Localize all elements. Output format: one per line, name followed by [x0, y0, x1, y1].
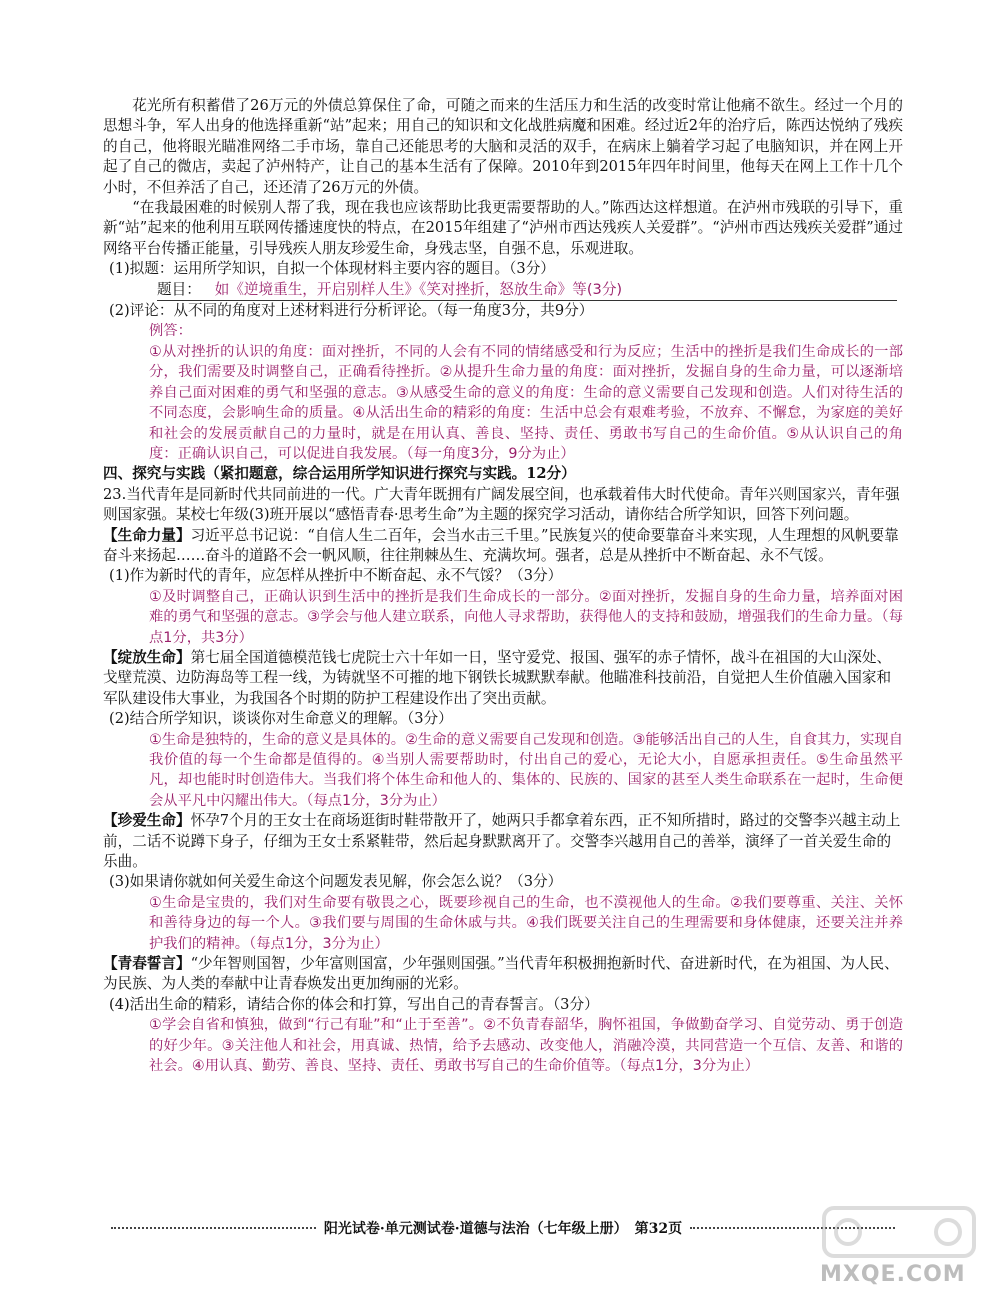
footer-text: 阳光试卷·单元测试卷·道德与法治（七年级上册） 第32页 — [323, 1221, 683, 1237]
topic-answer-line — [157, 280, 897, 301]
material-paragraph-2: “在我最困难的时候别人帮了我，现在我也应该帮助比我更需要帮助的人。”陈西达这样想道。在泸州市残联的引导下，重新“站”起来的他利用互联网传播速度快的特点，在2015年组建了“泸州市西达残疾人关爱群”。“泸州市西达残疾关爱群”通过网络平台传播正能量，引导残疾人朋友珍爱生命，身残志坚，自强不息，乐观进取。 — [103, 199, 903, 257]
footer-dots-left — [111, 1227, 316, 1229]
block-cherish-life-tag: 【珍爱生命】 — [103, 812, 191, 830]
example-label: 例答： — [149, 323, 192, 340]
question-23-4-answer: ①学会自省和慎独，做到“行己有耻”和“止于至善”。②不负青春韶华，胸怀祖国，争做勤奋学习、自觉劳动、勇于创造的好少年。③关注他人和社会，用真诚、热情，给予去感动、改变他人，消融冷漠，共同营造一个互信、友善、和谐的社会。④用认真、勤劳、善良、坚持、责任、勇敢书写自己的生命价值等。（每点1分，3分为止） — [149, 1017, 903, 1075]
block-cherish-life-text: 怀孕7个月的王女士在商场逛街时鞋带散开了，她两只手都拿着东西，正不知所措时，路过的交警李兴越主动上前，二话不说蹲下身子，仔细为王女士系紧鞋带，然后起身默默离开了。交警李兴越用自己的善举，演绎了一首关爱生命的乐曲。 — [103, 812, 901, 871]
question-23-intro: 23.当代青年是同新时代共同前进的一代。广大青年既拥有广阔发展空间，也承载着伟大时代使命。青年兴则国家兴，青年强则国家强。某校七年级(3)班开展以“感悟青春·思考生命”为主题的探究学习活动，请你结合所学知识，回答下列问题。 — [103, 485, 900, 524]
block-life-power-tag: 【生命力量】 — [103, 526, 191, 544]
block-bloom-life-text: 第七届全国道德模范钱七虎院士六十年如一日，坚守爱党、报国、强军的赤子情怀，战斗在祖国的大山深处、戈壁荒漠、边防海岛等工程一线，为铸就坚不可摧的地下钢铁长城默默奉献。他瞄准科技前沿，自觉把人生价值融入国家和军队建设伟大事业，为我国各个时期的防护工程建设作出了突出贡献。 — [103, 648, 892, 707]
block-life-power — [103, 526, 903, 567]
section-4-title: 四、探究与实践（紧扣题意，综合运用所学知识进行探究与实践。12分） — [103, 465, 576, 483]
material-paragraph-1: 花光所有积蓄借了26万元的外债总算保住了命，可随之而来的生活压力和生活的改变时常让他痛不欲生。经过一个月的思想斗争，军人出身的他选择重新“站”起来；用自己的知识和文化战胜病魔和困难。经过近2年的治疗后，陈西达悦纳了残疾的自己，他将眼光瞄准网络二手市场，靠自己还能思考的大脑和灵活的双手，在病床上躺着学习起了电脑知识，并在网上开起了自己的微店，卖起了泸州特产，让自己的基本生活有了保障。2010年到2015年四年时间里，他每天在网上工作十几个小时，不但养活了自己，还还清了26万元的外债。 — [103, 97, 903, 196]
question-2-prompt: (2)评论：从不同的角度对上述材料进行分析评论。（每一角度3分，共9分） — [109, 302, 594, 320]
question-23-3-answer: ①生命是宝贵的，我们对生命要有敬畏之心，既要珍视自己的生命，也不漠视他人的生命。②我们要尊重、关注、关怀和善待身边的每一个人。③我们要与周围的生命休戚与共。④我们既要关注自己的生理需要和身体健康，还要关注并养护我们的精神。（每点1分，3分为止） — [149, 894, 903, 952]
block-bloom-life-tag: 【绽放生命】 — [103, 648, 191, 666]
question-23-2-prompt: (2)结合所学知识，谈谈你对生命意义的理解。（3分） — [109, 710, 453, 728]
block-youth-oath-tag: 【青春誓言】 — [103, 955, 191, 973]
topic-label: 题目： — [157, 280, 201, 298]
exam-page — [103, 96, 903, 1077]
block-cherish-life — [103, 811, 903, 872]
question-23-3-prompt: (3)如果请你就如何关爱生命这个问题发表见解，你会怎么说？（3分） — [109, 873, 563, 891]
question-1-prompt: (1)拟题：运用所学知识，自拟一个体现材料主要内容的题目。（3分） — [109, 260, 555, 278]
block-youth-oath — [103, 954, 903, 995]
question-23-1-prompt: (1)作为新时代的青年，应怎样从挫折中不断奋起、永不气馁？（3分） — [109, 567, 563, 585]
watermark-text: MXQE.COM — [820, 1262, 966, 1287]
block-life-power-text: 习近平总书记说：“自信人生二百年，会当水击三千里。”民族复兴的使命要靠奋斗来实现，人生理想的风帆要靠奋斗来扬起……奋斗的道路不会一帆风顺，往往荆棘丛生、充满坎坷。强者，总是从挫折中不断奋起、永不气馁。 — [103, 526, 899, 564]
block-bloom-life — [103, 648, 903, 709]
question-23-2-answer: ①生命是独特的，生命的意义是具体的。②生命的意义需要自己发现和创造。③能够活出自己的人生，自食其力，实现自我价值的每一个生命都是值得的。④当别人需要帮助时，付出自己的爱心，无论大小，自愿承担责任。⑤生命虽然平凡，却也能时时创造伟大。当我们将个体生命和他人的、集体的、民族的、国家的甚至人类生命联系在一起时，生命便会从平凡中闪耀出伟大。（每点1分，3分为止） — [149, 731, 903, 809]
question-2-answer: ①从对挫折的认识的角度：面对挫折，不同的人会有不同的情绪感受和行为反应；生活中的挫折是我们生命成长的一部分，我们需要及时调整自己，正确看待挫折。②从提升生命力量的角度：面对挫折，发掘自身的生命力量，可以逐渐培养自己面对困难的勇气和坚强的意志。③从感受生命的意义的角度：生命的意义需要自己发现和创造。人们对待生活的不同态度，会影响生命的质量。④从活出生命的精彩的角度：生活中总会有艰难考验，不放弃、不懈怠，为家庭的美好和社会的发展贡献自己的力量时，就是在用认真、善良、坚持、责任、勇敢书写自己的生命价值。⑤从认识自己的角度：正确认识自己，可以促进自我发展。（每一角度3分，9分为止） — [149, 343, 903, 462]
block-youth-oath-text: “少年智则国智，少年富则国富，少年强则国强。”当代青年积极拥抱新时代、奋进新时代，在为祖国、为人民、为民族、为人类的奉献中让青春焕发出更加绚丽的光彩。 — [103, 955, 899, 993]
question-23-1-answer: ①及时调整自己，正确认识到生活中的挫折是我们生命成长的一部分。②面对挫折，发掘自身的生命力量，培养面对困难的勇气和坚强的意志。③学会与他人建立联系，向他人寻求帮助，获得他人的支持和鼓励，增强我们的生命力量。（每点1分，共3分） — [149, 588, 903, 646]
page-footer — [103, 1216, 903, 1240]
question-23-4-prompt: (4)活出生命的精彩，请结合你的体会和打算，写出自己的青春誓言。（3分） — [109, 995, 599, 1013]
topic-answer: 如《逆境重生，开启别样人生》《笑对挫折，怒放生命》等(3分) — [214, 280, 623, 298]
